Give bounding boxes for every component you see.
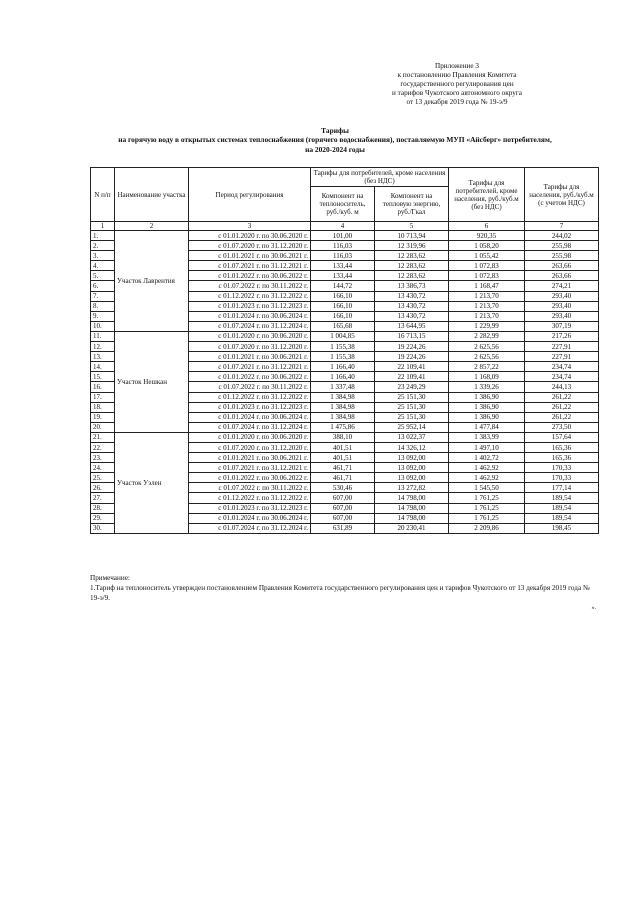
heat-carrier-cell: 1 337,48: [311, 382, 375, 392]
heat-energy-cell: 25 151,30: [375, 412, 449, 422]
heat-energy-cell: 20 230,41: [375, 523, 449, 533]
heat-carrier-cell: 607,00: [311, 513, 375, 523]
period-cell: с 01.01.2021 г. по 30.06.2021 г.: [189, 453, 311, 463]
heat-energy-cell: 14 798,00: [375, 493, 449, 503]
heat-carrier-cell: 388,10: [311, 432, 375, 442]
title-line: на 2020-2024 годы: [305, 144, 365, 154]
heat-carrier-cell: 1 384,98: [311, 402, 375, 412]
population-tariff-cell: 261,22: [525, 402, 599, 412]
period-cell: с 01.01.2022 г. по 30.06.2022 г.: [189, 372, 311, 382]
heat-carrier-cell: 530,46: [311, 483, 375, 493]
heat-energy-cell: 13 092,00: [375, 453, 449, 463]
period-cell: с 01.01.2024 г. по 30.06.2024 г.: [189, 513, 311, 523]
period-cell: с 01.12.2022 г. по 31.12.2022 г.: [189, 493, 311, 503]
heat-carrier-cell: 401,51: [311, 442, 375, 452]
consumer-tariff-cell: 920,35: [449, 231, 525, 241]
header-site: Наименование участка: [115, 168, 189, 222]
heat-carrier-cell: 133,44: [311, 261, 375, 271]
heat-carrier-cell: 461,71: [311, 473, 375, 483]
consumer-tariff-cell: 1 761,25: [449, 503, 525, 513]
heat-energy-cell: 12 319,96: [375, 241, 449, 251]
heat-carrier-cell: 1 384,98: [311, 392, 375, 402]
appendix-line: и тарифов Чукотского автономного округа: [392, 89, 522, 97]
row-number: 16.: [91, 382, 115, 392]
heat-energy-cell: 12 283,62: [375, 271, 449, 281]
population-tariff-cell: 293,40: [525, 291, 599, 301]
title-heading: Тарифы: [321, 126, 349, 135]
heat-carrier-cell: 401,51: [311, 453, 375, 463]
period-cell: с 01.01.2021 г. по 30.06.2021 г.: [189, 352, 311, 362]
heat-energy-cell: 10 713,94: [375, 231, 449, 241]
row-number: 4.: [91, 261, 115, 271]
heat-carrier-cell: 607,00: [311, 493, 375, 503]
population-tariff-cell: 234,74: [525, 362, 599, 372]
heat-carrier-cell: 101,00: [311, 231, 375, 241]
period-cell: с 01.12.2022 г. по 31.12.2022 г.: [189, 392, 311, 402]
document-title: [70, 126, 600, 154]
row-number: 19.: [91, 412, 115, 422]
population-tariff-cell: 293,40: [525, 311, 599, 321]
heat-energy-cell: 14 798,00: [375, 503, 449, 513]
table-row: [91, 231, 599, 241]
population-tariff-cell: 293,40: [525, 301, 599, 311]
consumer-tariff-cell: 1 386,90: [449, 392, 525, 402]
period-cell: с 01.07.2020 г. по 31.12.2020 г.: [189, 342, 311, 352]
row-number: 21.: [91, 432, 115, 442]
index-row: [91, 222, 599, 231]
row-number: 7.: [91, 291, 115, 301]
population-tariff-cell: 217,26: [525, 331, 599, 341]
heat-carrier-cell: 461,71: [311, 463, 375, 473]
row-number: 26.: [91, 483, 115, 493]
heat-carrier-cell: 165,68: [311, 321, 375, 331]
consumer-tariff-cell: 1 545,50: [449, 483, 525, 493]
heat-energy-cell: 13 430,72: [375, 311, 449, 321]
period-cell: с 01.01.2023 г. по 31.12.2023 г.: [189, 503, 311, 513]
heat-energy-cell: 22 109,41: [375, 372, 449, 382]
note-heading: Примечание:: [90, 574, 130, 582]
consumer-tariff-cell: 1 462,92: [449, 473, 525, 483]
heat-carrier-cell: 1 155,38: [311, 352, 375, 362]
heat-energy-cell: 13 272,82: [375, 483, 449, 493]
period-cell: с 01.01.2020 г. по 30.06.2020 г.: [189, 432, 311, 442]
heat-carrier-cell: 166,10: [311, 311, 375, 321]
consumer-tariff-cell: 2 282,99: [449, 331, 525, 341]
heat-energy-cell: 13 092,00: [375, 463, 449, 473]
population-tariff-cell: 307,19: [525, 321, 599, 331]
row-number: 15.: [91, 372, 115, 382]
population-tariff-cell: 227,91: [525, 352, 599, 362]
row-number: 27.: [91, 493, 115, 503]
period-cell: с 01.07.2022 г. по 30.11.2022 г.: [189, 382, 311, 392]
population-tariff-cell: 170,33: [525, 473, 599, 483]
heat-carrier-cell: 166,10: [311, 291, 375, 301]
consumer-tariff-cell: 1 168,09: [449, 372, 525, 382]
consumer-tariff-cell: 1 339,26: [449, 382, 525, 392]
heat-energy-cell: 22 109,41: [375, 362, 449, 372]
index-cell: 7: [525, 222, 599, 231]
population-tariff-cell: 165,36: [525, 442, 599, 452]
period-cell: с 01.01.2023 г. по 31.12.2023 г.: [189, 301, 311, 311]
row-number: 30.: [91, 523, 115, 533]
period-cell: с 01.12.2022 г. по 31.12.2022 г.: [189, 291, 311, 301]
heat-carrier-cell: 607,00: [311, 503, 375, 513]
heat-energy-cell: 13 644,95: [375, 321, 449, 331]
population-tariff-cell: 189,54: [525, 513, 599, 523]
population-tariff-cell: 227,91: [525, 342, 599, 352]
population-tariff-cell: 263,66: [525, 261, 599, 271]
appendix-line: к постановлению Правления Комитета: [397, 71, 517, 79]
heat-carrier-cell: 1 384,98: [311, 412, 375, 422]
header-period: Период регулирования: [189, 168, 311, 222]
consumer-tariff-cell: 1 072,83: [449, 271, 525, 281]
population-tariff-cell: 189,54: [525, 503, 599, 513]
period-cell: с 01.07.2021 г. по 31.12.2021 г.: [189, 463, 311, 473]
heat-energy-cell: 13 022,37: [375, 432, 449, 442]
index-cell: 5: [375, 222, 449, 231]
period-cell: с 01.07.2024 г. по 31.12.2024 г.: [189, 523, 311, 533]
heat-energy-cell: 19 224,26: [375, 352, 449, 362]
heat-energy-cell: 25 952,14: [375, 422, 449, 432]
period-cell: с 01.01.2024 г. по 30.06.2024 г.: [189, 311, 311, 321]
period-cell: с 01.07.2022 г. по 30.11.2022 г.: [189, 483, 311, 493]
heat-energy-cell: 12 283,62: [375, 251, 449, 261]
heat-carrier-cell: 166,10: [311, 301, 375, 311]
consumer-tariff-cell: 1 213,70: [449, 301, 525, 311]
period-cell: с 01.01.2023 г. по 31.12.2023 г.: [189, 402, 311, 412]
consumer-tariff-cell: 1 229,99: [449, 321, 525, 331]
row-number: 5.: [91, 271, 115, 281]
population-tariff-cell: 255,98: [525, 251, 599, 261]
appendix-block: [342, 62, 572, 107]
header-num: N п/п: [91, 168, 115, 222]
consumer-tariff-cell: 1 761,25: [449, 493, 525, 503]
period-cell: с 01.07.2024 г. по 31.12.2024 г.: [189, 321, 311, 331]
header-heat-energy: Компонент на тепловую энергию, руб./Гкал: [375, 187, 449, 222]
heat-energy-cell: 25 151,30: [375, 392, 449, 402]
period-cell: с 01.01.2022 г. по 30.06.2022 г.: [189, 271, 311, 281]
site-name: Участок Нешкан: [115, 331, 189, 432]
heat-carrier-cell: 116,03: [311, 241, 375, 251]
heat-energy-cell: 14 326,12: [375, 442, 449, 452]
header-population: Тарифы для населения, руб./куб.м (с учетом НДС): [525, 168, 599, 222]
heat-carrier-cell: 144,72: [311, 281, 375, 291]
period-cell: с 01.07.2022 г. по 30.11.2022 г.: [189, 281, 311, 291]
heat-carrier-cell: 1 475,86: [311, 422, 375, 432]
appendix-line: государственного регулирования цен: [400, 80, 514, 88]
header-excl-population: Тарифы для потребителей, кроме населения (без НДС): [311, 168, 449, 187]
consumer-tariff-cell: 1 477,84: [449, 422, 525, 432]
consumer-tariff-cell: 1 058,20: [449, 241, 525, 251]
heat-carrier-cell: 631,89: [311, 523, 375, 533]
row-number: 1.: [91, 231, 115, 241]
heat-energy-cell: 19 224,26: [375, 342, 449, 352]
heat-energy-cell: 14 798,00: [375, 513, 449, 523]
population-tariff-cell: 189,54: [525, 493, 599, 503]
row-number: 28.: [91, 503, 115, 513]
heat-energy-cell: 13 430,72: [375, 291, 449, 301]
population-tariff-cell: 157,64: [525, 432, 599, 442]
heat-carrier-cell: 1 004,85: [311, 331, 375, 341]
population-tariff-cell: 165,36: [525, 453, 599, 463]
table-row: [91, 432, 599, 442]
page-mark: ».: [591, 605, 596, 611]
consumer-tariff-cell: 1 072,83: [449, 261, 525, 271]
period-cell: с 01.01.2022 г. по 30.06.2022 г.: [189, 473, 311, 483]
population-tariff-cell: 198,45: [525, 523, 599, 533]
row-number: 11.: [91, 331, 115, 341]
site-name: Участок Лаврентия: [115, 231, 189, 332]
population-tariff-cell: 177,14: [525, 483, 599, 493]
population-tariff-cell: 255,98: [525, 241, 599, 251]
population-tariff-cell: 261,22: [525, 412, 599, 422]
consumer-tariff-cell: 1 386,90: [449, 402, 525, 412]
tariffs-table: [90, 167, 599, 534]
appendix-line: от 13 декабря 2019 года № 19-э/9: [406, 98, 508, 106]
row-number: 13.: [91, 352, 115, 362]
consumer-tariff-cell: 1 761,25: [449, 513, 525, 523]
population-tariff-cell: 273,50: [525, 422, 599, 432]
population-tariff-cell: 244,02: [525, 231, 599, 241]
consumer-tariff-cell: 1 497,10: [449, 442, 525, 452]
consumer-tariff-cell: 2 625,56: [449, 352, 525, 362]
row-number: 24.: [91, 463, 115, 473]
header-heat-carrier: Компонент на теплоноситель, руб./куб. м: [311, 187, 375, 222]
heat-energy-cell: 13 092,00: [375, 473, 449, 483]
period-cell: с 01.01.2020 г. по 30.06.2020 г.: [189, 231, 311, 241]
index-cell: 2: [115, 222, 189, 231]
header-consumers: Тарифы для потребителей, кроме населения, руб./куб.м (без НДС): [449, 168, 525, 222]
index-cell: 3: [189, 222, 311, 231]
table-row: [91, 331, 599, 341]
period-cell: с 01.07.2020 г. по 31.12.2020 г.: [189, 442, 311, 452]
row-number: 23.: [91, 453, 115, 463]
heat-energy-cell: 13 386,73: [375, 281, 449, 291]
consumer-tariff-cell: 1 213,70: [449, 291, 525, 301]
row-number: 6.: [91, 281, 115, 291]
row-number: 18.: [91, 402, 115, 412]
period-cell: с 01.01.2021 г. по 30.06.2021 г.: [189, 251, 311, 261]
consumer-tariff-cell: 1 402,72: [449, 453, 525, 463]
title-line: на горячую воду в открытых системах теплоснабжения (горячего водоснабжения), поставляемую МУП «Айсберг» потребителям,: [118, 135, 552, 145]
heat-energy-cell: 25 151,30: [375, 402, 449, 412]
consumer-tariff-cell: 1 168,47: [449, 281, 525, 291]
note-text: 1.Тариф на теплоноситель утвержден постановлением Правления Комитета государственного регулирования цен и тарифов Чукотского от 13 декабря 2019 года № 19-э/9.: [90, 584, 590, 602]
population-tariff-cell: 263,66: [525, 271, 599, 281]
consumer-tariff-cell: 1 213,70: [449, 311, 525, 321]
period-cell: с 01.07.2020 г. по 31.12.2020 г.: [189, 241, 311, 251]
heat-energy-cell: 16 713,15: [375, 331, 449, 341]
population-tariff-cell: 170,33: [525, 463, 599, 473]
period-cell: с 01.01.2024 г. по 30.06.2024 г.: [189, 412, 311, 422]
row-number: 3.: [91, 251, 115, 261]
table-body: [91, 231, 599, 534]
row-number: 29.: [91, 513, 115, 523]
row-number: 25.: [91, 473, 115, 483]
index-cell: 1: [91, 222, 115, 231]
consumer-tariff-cell: 1 462,92: [449, 463, 525, 473]
row-number: 2.: [91, 241, 115, 251]
row-number: 20.: [91, 422, 115, 432]
consumer-tariff-cell: 1 383,99: [449, 432, 525, 442]
row-number: 14.: [91, 362, 115, 372]
population-tariff-cell: 274,21: [525, 281, 599, 291]
site-name: Участок Уэлен: [115, 432, 189, 533]
appendix-line: Приложение 3: [435, 62, 479, 70]
row-number: 9.: [91, 311, 115, 321]
period-cell: с 01.07.2021 г. по 31.12.2021 г.: [189, 261, 311, 271]
heat-energy-cell: 23 249,29: [375, 382, 449, 392]
consumer-tariff-cell: 1 055,42: [449, 251, 525, 261]
population-tariff-cell: 244,13: [525, 382, 599, 392]
consumer-tariff-cell: 2 625,56: [449, 342, 525, 352]
consumer-tariff-cell: 2 857,22: [449, 362, 525, 372]
consumer-tariff-cell: 1 386,90: [449, 412, 525, 422]
heat-energy-cell: 13 430,72: [375, 301, 449, 311]
period-cell: с 01.01.2020 г. по 30.06.2020 г.: [189, 331, 311, 341]
heat-carrier-cell: 1 166,40: [311, 372, 375, 382]
consumer-tariff-cell: 2 209,86: [449, 523, 525, 533]
index-cell: 4: [311, 222, 375, 231]
row-number: 12.: [91, 342, 115, 352]
row-number: 8.: [91, 301, 115, 311]
note-block: [90, 573, 600, 603]
row-number: 17.: [91, 392, 115, 402]
period-cell: с 01.07.2024 г. по 31.12.2024 г.: [189, 422, 311, 432]
population-tariff-cell: 234,74: [525, 372, 599, 382]
heat-energy-cell: 12 283,62: [375, 261, 449, 271]
row-number: 10.: [91, 321, 115, 331]
heat-carrier-cell: 1 166,40: [311, 362, 375, 372]
period-cell: с 01.07.2021 г. по 31.12.2021 г.: [189, 362, 311, 372]
heat-carrier-cell: 1 155,38: [311, 342, 375, 352]
index-cell: 6: [449, 222, 525, 231]
row-number: 22.: [91, 442, 115, 452]
population-tariff-cell: 261,22: [525, 392, 599, 402]
heat-carrier-cell: 133,44: [311, 271, 375, 281]
heat-carrier-cell: 116,03: [311, 251, 375, 261]
